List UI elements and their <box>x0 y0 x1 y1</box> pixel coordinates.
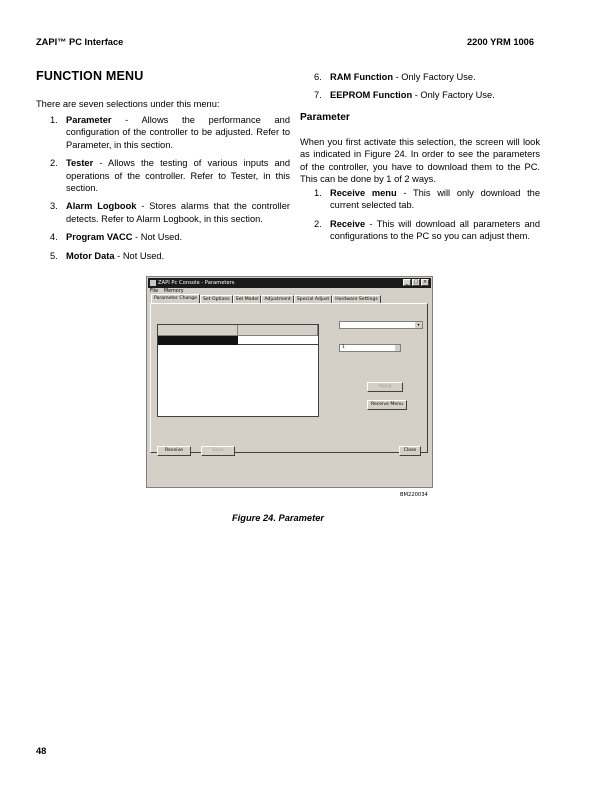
list-item-number: 4. <box>50 232 58 243</box>
list-item-term: Receive menu <box>330 188 397 198</box>
document-number: 2200 YRM 1006 <box>467 37 535 47</box>
selector-dropdown[interactable] <box>339 321 423 329</box>
download-methods-list <box>300 187 540 249</box>
stepper-arrows-icon[interactable] <box>395 345 400 351</box>
tab-parameter-change[interactable]: Parameter Change <box>151 294 200 304</box>
list-item-term: Parameter <box>66 115 112 125</box>
tab-adjustment[interactable]: Adjustment <box>261 295 293 304</box>
list-item-term: Motor Data <box>66 250 115 261</box>
section-heading: FUNCTION MENU <box>36 69 144 83</box>
list-item <box>300 218 540 243</box>
tab-set-model[interactable]: Set Model <box>233 295 262 304</box>
menu-selection-list-continued <box>300 71 540 108</box>
menu-selection-list <box>36 114 290 268</box>
running-header-title: ZAPI™ PC Interface <box>36 37 124 47</box>
list-item-term: Tester <box>66 158 94 169</box>
list-item-number: 3. <box>50 201 58 212</box>
page-number: 48 <box>36 746 47 756</box>
close-button[interactable]: Close <box>399 446 421 456</box>
list-item-number: 2. <box>50 158 58 169</box>
list-item-term: Alarm Logbook <box>66 201 137 212</box>
receive-menu-button[interactable]: Receive Menu <box>367 400 407 410</box>
save-button[interactable]: Save <box>201 446 235 456</box>
list-item-term: Program VACC <box>66 232 133 243</box>
list-item-term: EEPROM Function <box>330 90 413 101</box>
table-cell-name[interactable] <box>158 336 238 345</box>
list-item-number: 5. <box>50 250 58 261</box>
list-item-text: - This will download all parameters and configurations to the PC so you can adjust them. <box>330 218 540 242</box>
list-item-text: - Not Used. <box>114 250 165 261</box>
list-item-term: RAM Function <box>330 72 393 82</box>
table-cell-value[interactable] <box>238 336 318 345</box>
list-item-text: - Stores alarms that the controller detects. Refer to Alarm Logbook, in this section. <box>66 201 290 224</box>
menu-file[interactable]: File <box>150 289 159 294</box>
column-header-2[interactable] <box>238 325 318 336</box>
tab-special-adjust[interactable]: Special Adjust <box>294 295 332 304</box>
list-item-text: - Allows the testing of various inputs and operations of the controller. Refer to Tester, in this section. <box>66 158 290 194</box>
figure-screenshot-window <box>146 276 433 488</box>
list-item <box>36 231 290 243</box>
table-header <box>158 325 318 336</box>
list-item-number: 6. <box>314 72 322 82</box>
window-title: ZAPI Pc Console - Parameters <box>158 280 235 286</box>
list-item-text: - Only Factory Use. <box>393 72 476 82</box>
list-item <box>36 114 290 151</box>
tab-set-options[interactable]: Set Options <box>200 295 233 304</box>
table-row-selected[interactable] <box>158 336 318 345</box>
section-intro: There are seven selections under this menu: <box>36 99 220 109</box>
menu-memory[interactable]: Memory <box>164 289 184 294</box>
app-icon <box>150 280 156 286</box>
list-item-number: 1. <box>314 188 322 198</box>
list-item-number: 1. <box>50 115 58 125</box>
figure-id: BM220034 <box>400 492 428 498</box>
list-item <box>300 89 540 101</box>
list-item <box>36 200 290 225</box>
list-item <box>36 157 290 194</box>
parameter-table[interactable] <box>157 324 319 417</box>
tab-panel <box>150 303 428 453</box>
subsection-intro: When you first activate this selection, the screen will look as indicated in Figure 24. In order to see the parameters of the controller, you have to download them to the PC. This can be done by 1 of 2 ways. <box>300 137 540 185</box>
apply-button[interactable]: Apply <box>367 382 403 392</box>
close-icon[interactable]: × <box>422 279 428 285</box>
list-item-term: Receive <box>330 218 366 229</box>
value-stepper[interactable] <box>339 344 401 352</box>
minimize-icon[interactable]: _ <box>403 279 411 286</box>
list-item <box>300 71 540 83</box>
list-item <box>36 250 290 262</box>
list-item <box>300 187 540 212</box>
list-item-text: - Only Factory Use. <box>412 90 495 101</box>
list-item-text: - Allows the performance and configuration of the controller to be adjusted. Refer to Parameter, in this section. <box>66 115 290 150</box>
column-header-1[interactable] <box>158 325 238 336</box>
list-item-number: 7. <box>314 90 322 101</box>
tab-hardware-settings[interactable]: Hardware Settings <box>332 295 380 304</box>
list-item-text: - This will only download the current selected tab. <box>330 188 540 211</box>
subsection-heading: Parameter <box>300 112 350 123</box>
chevron-down-icon[interactable]: ▾ <box>415 322 422 328</box>
stepper-value: 1 <box>342 345 345 350</box>
window-titlebar <box>148 278 431 288</box>
list-item-text: - Not Used. <box>132 232 183 243</box>
receive-button[interactable]: Receive <box>157 446 191 456</box>
figure-caption: Figure 24. Parameter <box>232 513 324 523</box>
maximize-icon[interactable]: □ <box>413 279 419 285</box>
list-item-number: 2. <box>314 218 322 229</box>
